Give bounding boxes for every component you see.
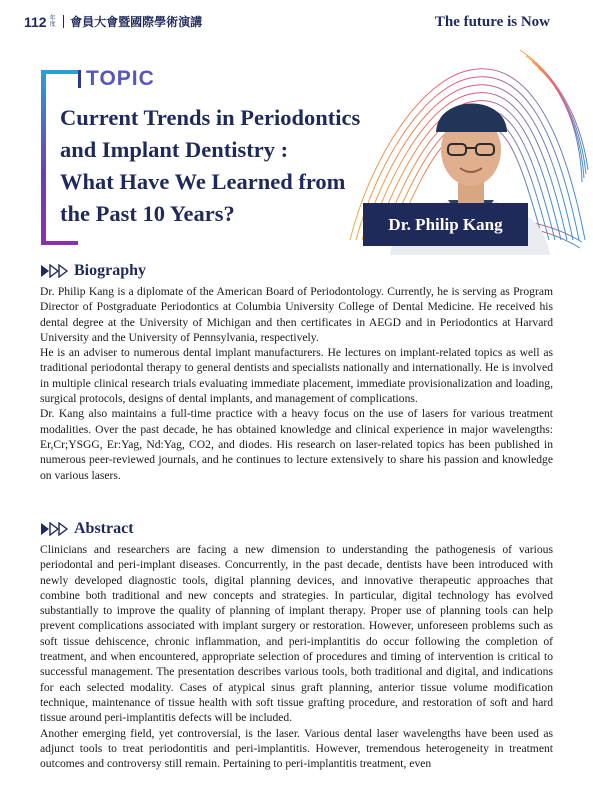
abstract-section — [40, 520, 553, 771]
speaker-name-box — [363, 203, 528, 246]
topic-accent-bar — [78, 70, 81, 88]
triple-arrow-icon — [40, 264, 68, 278]
biography-title: Biography — [74, 262, 147, 279]
talk-title-line: the Past 10 Years? — [60, 201, 235, 226]
triple-arrow-icon — [40, 522, 68, 536]
topic-bracket-top — [41, 70, 78, 74]
biography-heading — [40, 262, 553, 280]
conference-title: 會員大會暨國際學術演講 — [70, 15, 203, 29]
biography-paragraph: He is an adviser to numerous dental implant manufacturers. He lectures on implant-related topics as well as traditional periodontal therapy to general dentists and specialists nationally and internationally. He is involved in multiple clinical research trials evaluating immediate placement, immediate provisionalization and loading, surgical protocols, designs of dental implants, and management of complications. — [40, 346, 553, 406]
topic-label: TOPIC — [86, 67, 155, 90]
biography-paragraph: Dr. Kang also maintains a full-time practice with a heavy focus on the use of lasers for various treatment modalities. Over the past decade, he has obtained knowledge and clinical experience in major wavelengths: Er,Cr;YSGG, Er:Yag, Nd:Yag, CO2, and diodes. His research on laser-related topics has been published in numerous peer-reviewed journals, and he continues to lecture extensively to share his passion and knowledge on various lasers. — [40, 407, 553, 482]
issue-number: 112 — [24, 13, 47, 30]
biography-section — [40, 262, 553, 483]
header-divider — [63, 15, 65, 28]
talk-title-line: What Have We Learned from — [60, 169, 346, 194]
talk-title-line: Current Trends in Periodontics — [60, 105, 361, 130]
conference-header — [24, 13, 202, 30]
talk-title-line: and Implant Dentistry : — [60, 137, 289, 162]
abstract-paragraph: Clinicians and researchers are facing a new dimension to understanding the pathogenesis of various periodontal and peri-implant diseases. Concurrently, in the past decade, dentists have been introduced with newly developed diagnostic tools, digital planning devices, and innovative therapeutic approaches that combine both traditional and new concepts and strategies. In particular, digital technology has evolved substantially to improve the quality of planning of implant therapy. Proper use of planning tools can help prevent complications associated with implant surgery or restoration. However, unforeseen problems such as soft tissue dehiscence, chronic inflammation, and peri-implantitis do occur following the completion of treatment, and when encountered, appropriate selection of procedures and timing of intervention is critical to successful management. The presentation describes various tools, both traditional and digital, and indications for each selected modality. Cases of atypical sinus graft planning, anterior tissue volume modification technique, maintenance of tissue health with soft tissue grafting procedure, and restoration of soft and hard tissue around peri-implantitis defects will be included. — [40, 543, 553, 725]
biography-paragraph: Dr. Philip Kang is a diplomate of the American Board of Periodontology. Currently, he is serving as Program Director of Postgraduate Periodontics at Columbia University College of Dental Medicine. He received his dental degree at the University of Michigan and then certificates in AEGD and in Periodontics at Harvard University and the University of Pennsylvania, respectively. — [40, 285, 553, 344]
topic-bracket — [41, 70, 46, 245]
topic-bracket-bottom — [41, 241, 78, 245]
abstract-paragraph: Another emerging field, yet controversial, is the laser. Various dental laser wavelengths have been used as adjunct tools to treat periodontitis and peri-implantitis. However, tremendous heterogeneity in treatment outcomes and controversy still remain. Pertaining to peri-implantitis treatment, even — [40, 726, 553, 771]
abstract-title: Abstract — [74, 520, 134, 537]
speaker-name: Dr. Philip Kang — [388, 214, 503, 234]
issue-suffix: 年度 — [49, 15, 56, 28]
abstract-heading — [40, 520, 553, 538]
tagline: The future is Now — [434, 14, 550, 30]
